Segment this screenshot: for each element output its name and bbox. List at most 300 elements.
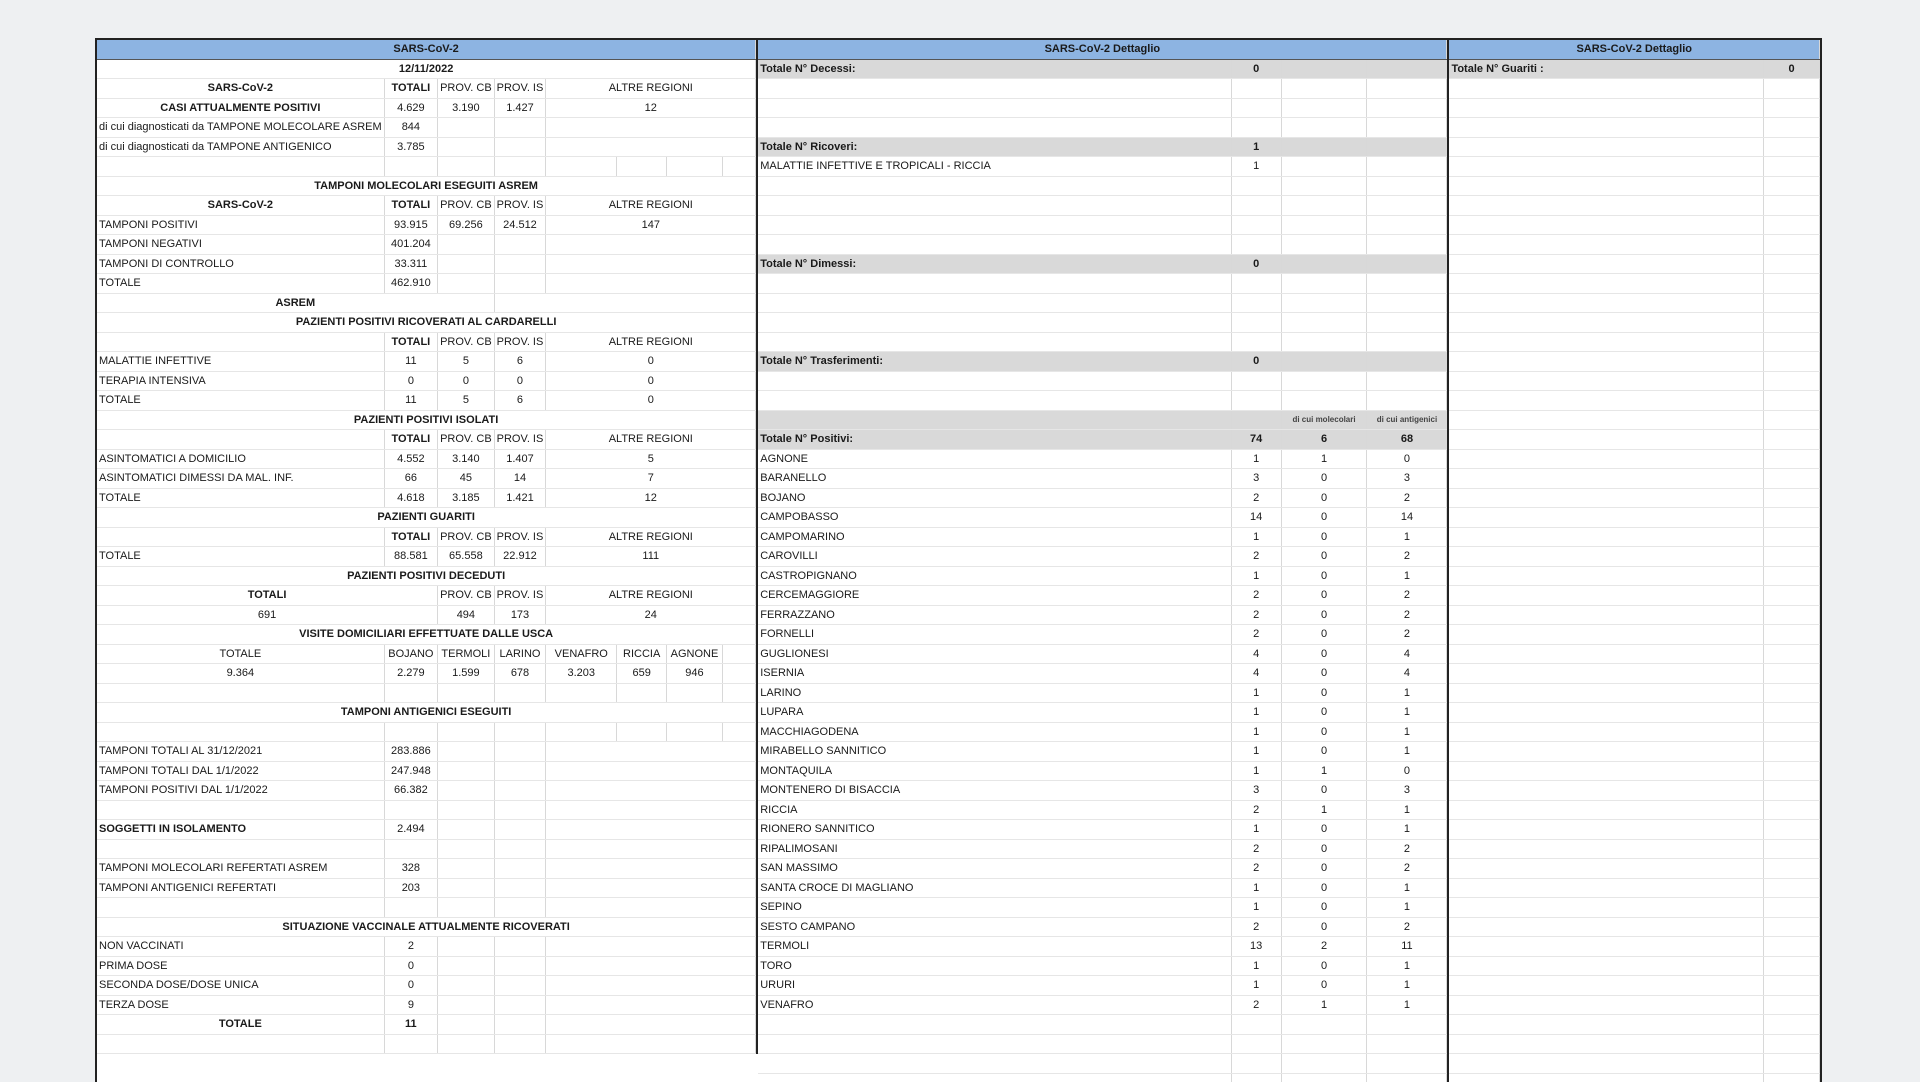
detail-cell-empty [1367,215,1447,235]
recovered-cell-empty [1449,586,1763,606]
summary-cell-empty [494,820,546,840]
detail-row [758,98,1447,118]
recovered-cell-empty [1764,898,1820,918]
detail-cell-empty [758,1054,1231,1074]
recovered-cell-empty [1449,937,1763,957]
summary-cell-66: 66 [384,469,437,489]
recovered-cell-empty [1449,488,1763,508]
summary-cell-203: 203 [384,878,437,898]
recovered-empty-row [1449,1034,1819,1054]
summary-row [97,79,756,99]
summary-cell-33-311: 33.311 [384,254,437,274]
summary-cell-2-494: 2.494 [384,820,437,840]
summary-cell-tamponi-di-controllo: TAMPONI DI CONTROLLO [97,254,384,274]
summary-cell-empty [438,235,495,255]
recovered-empty-row [1449,976,1819,996]
summary-cell-situazione-vaccinale-attualmente-ricoverati: SITUAZIONE VACCINALE ATTUALMENTE RICOVERATI [97,917,756,937]
recovered-header-row [1449,40,1819,59]
recovered-empty-row [1449,254,1819,274]
detail-cell-0: 0 [1281,605,1367,625]
detail-cell-2: 2 [1367,586,1447,606]
summary-cell-empty [546,157,617,177]
summary-cell-soggetti-in-isolamento: SOGGETTI IN ISOLAMENTO [97,820,384,840]
summary-cell-empty [438,683,495,703]
detail-cell-empty [1281,1073,1367,1082]
detail-cell-13: 13 [1231,937,1281,957]
summary-cell-empty [722,664,755,684]
summary-row [97,196,756,216]
detail-row [758,488,1447,508]
summary-cell-bojano: BOJANO [384,644,437,664]
summary-cell-empty [546,722,617,742]
detail-row [758,781,1447,801]
summary-header-row [97,40,756,59]
summary-cell-totali: TOTALI [384,430,437,450]
summary-cell-empty [546,761,756,781]
summary-row [97,800,756,820]
detail-cell-empty [1367,137,1447,157]
recovered-cell-empty [1764,488,1820,508]
detail-cell-baranello: BARANELLO [758,469,1231,489]
detail-cell-empty [758,1015,1231,1035]
detail-row [758,976,1447,996]
detail-cell-0: 0 [1231,254,1281,274]
summary-cell-empty [546,137,756,157]
summary-cell-11: 11 [384,391,437,411]
recovered-cell-empty [1764,215,1820,235]
detail-cell-0: 0 [1281,956,1367,976]
detail-cell-empty [1367,391,1447,411]
detail-cell-empty [758,410,1231,430]
detail-cell-empty [1367,293,1447,313]
detail-cell-empty [1281,176,1367,196]
summary-cell-462-910: 462.910 [384,274,437,294]
recovered-cell-empty [1764,313,1820,333]
summary-cell-empty [438,742,495,762]
detail-cell-empty [1281,352,1367,372]
detail-cell-1: 1 [1367,722,1447,742]
detail-cell-1: 1 [1367,566,1447,586]
recovered-cell-empty [1449,254,1763,274]
recovered-cell-empty [1449,1034,1763,1054]
detail-cell-14: 14 [1231,508,1281,528]
detail-cell-carovilli: CAROVILLI [758,547,1231,567]
detail-cell-empty [1367,176,1447,196]
recovered-empty-row [1449,547,1819,567]
detail-row [758,605,1447,625]
detail-cell-3: 3 [1231,781,1281,801]
detail-cell-guglionesi: GUGLIONESI [758,644,1231,664]
summary-cell-69-256: 69.256 [438,215,495,235]
recovered-cell-empty [1764,800,1820,820]
summary-cell-empty [494,293,756,313]
detail-row [758,508,1447,528]
detail-cell-68: 68 [1367,430,1447,450]
summary-cell-11: 11 [384,352,437,372]
recovered-cell-empty [1764,274,1820,294]
detail-cell-empty [758,274,1231,294]
detail-row [758,254,1447,274]
detail-cell-11: 11 [1367,937,1447,957]
recovered-cell-empty [1449,976,1763,996]
recovered-cell-empty [1449,547,1763,567]
detail-cell-empty [1231,391,1281,411]
detail-cell-2: 2 [1231,800,1281,820]
detail-cell-0: 0 [1281,488,1367,508]
summary-cell-asrem: ASREM [97,293,494,313]
summary-cell-empty [722,644,755,664]
detail-row [758,761,1447,781]
summary-cell-asintomatici-dimessi-da-mal-inf: ASINTOMATICI DIMESSI DA MAL. INF. [97,469,384,489]
detail-cell-fornelli: FORNELLI [758,625,1231,645]
detail-cell-1: 1 [1231,527,1281,547]
summary-cell-empty [546,235,756,255]
summary-row [97,527,756,547]
detail-row [758,59,1447,79]
detail-cell-0: 0 [1281,469,1367,489]
detail-cell-4: 4 [1367,644,1447,664]
recovered-cell-empty [1764,722,1820,742]
summary-cell-147: 147 [546,215,756,235]
recovered-empty-row [1449,98,1819,118]
summary-cell-empty [438,761,495,781]
summary-cell-empty [97,1034,384,1054]
recovered-empty-row [1449,605,1819,625]
recovered-cell-empty [1449,995,1763,1015]
recovered-cell-empty [1449,527,1763,547]
summary-row [97,157,756,177]
detail-cell-sepino: SEPINO [758,898,1231,918]
summary-cell-empty [546,937,756,957]
detail-cell-2: 2 [1231,488,1281,508]
summary-cell-65-558: 65.558 [438,547,495,567]
detail-row [758,625,1447,645]
recovered-cell-empty [1764,683,1820,703]
recovered-empty-row [1449,1073,1819,1082]
summary-cell-1-407: 1.407 [494,449,546,469]
detail-cell-0: 0 [1281,703,1367,723]
detail-row [758,937,1447,957]
summary-cell-empty [494,800,546,820]
detail-cell-ururi: URURI [758,976,1231,996]
recovered-cell-empty [1764,859,1820,879]
recovered-empty-row [1449,332,1819,352]
summary-cell-empty [97,683,384,703]
summary-cell-0: 0 [494,371,546,391]
detail-cell-castropignano: CASTROPIGNANO [758,566,1231,586]
detail-cell-empty [1231,274,1281,294]
recovered-cell-empty [1449,274,1763,294]
detail-cell-di-cui-molecolari: di cui molecolari [1281,410,1367,430]
summary-cell-riccia: RICCIA [617,644,667,664]
detail-cell-empty [758,176,1231,196]
summary-cell-totali: TOTALI [97,586,438,606]
summary-cell-844: 844 [384,118,437,138]
summary-cell-empty [438,839,495,859]
recovered-cell-empty [1449,508,1763,528]
detail-row [758,722,1447,742]
detail-cell-empty [1231,98,1281,118]
detail-row [758,917,1447,937]
recovered-cell-empty [1449,625,1763,645]
detail-cell-0: 0 [1281,742,1367,762]
summary-cell-93-915: 93.915 [384,215,437,235]
recovered-cell-empty [1764,937,1820,957]
detail-row [758,683,1447,703]
summary-cell-empty [97,527,384,547]
detail-cell-empty [1281,371,1367,391]
summary-cell-altre-regioni: ALTRE REGIONI [546,79,756,99]
recovered-empty-row [1449,176,1819,196]
detail-cell-0: 0 [1281,683,1367,703]
detail-cell-lupara: LUPARA [758,703,1231,723]
recovered-empty-row [1449,79,1819,99]
detail-cell-campomarino: CAMPOMARINO [758,527,1231,547]
detail-cell-venafro: VENAFRO [758,995,1231,1015]
detail-cell-isernia: ISERNIA [758,664,1231,684]
recovered-cell-empty [1764,371,1820,391]
summary-cell-empty [546,995,756,1015]
detail-cell-2: 2 [1367,547,1447,567]
summary-row [97,664,756,684]
summary-cell-empty [546,742,756,762]
summary-cell-3-203: 3.203 [546,664,617,684]
summary-row [97,137,756,157]
summary-cell-45: 45 [438,469,495,489]
recovered-row [1449,59,1819,79]
summary-cell-401-204: 401.204 [384,235,437,255]
summary-cell-328: 328 [384,859,437,879]
detail-cell-3: 3 [1231,469,1281,489]
detail-cell-1: 1 [1231,703,1281,723]
summary-row [97,547,756,567]
summary-row [97,859,756,879]
recovered-empty-row [1449,215,1819,235]
summary-row [97,917,756,937]
recovered-empty-row [1449,956,1819,976]
recovered-cell-empty [1764,761,1820,781]
summary-cell-4-618: 4.618 [384,488,437,508]
recovered-empty-row [1449,586,1819,606]
summary-cell-6: 6 [494,352,546,372]
recovered-cell-empty [1764,332,1820,352]
summary-cell-totale: TOTALE [97,644,384,664]
recovered-title: SARS-CoV-2 Dettaglio [1449,40,1819,59]
detail-cell-1: 1 [1281,800,1367,820]
recovered-cell-empty [1449,410,1763,430]
detail-cell-empty [1231,410,1281,430]
detail-row [758,566,1447,586]
recovered-cell-empty [1449,703,1763,723]
detail-cell-1: 1 [1367,800,1447,820]
summary-cell-678: 678 [494,664,546,684]
detail-cell-empty [1367,98,1447,118]
detail-cell-empty [758,196,1231,216]
detail-cell-mirabello-sannitico: MIRABELLO SANNITICO [758,742,1231,762]
detail-cell-0: 0 [1281,820,1367,840]
summary-cell-empty [546,1015,756,1035]
detail-cell-2: 2 [1231,586,1281,606]
detail-cell-2: 2 [1231,625,1281,645]
recovered-empty-row [1449,430,1819,450]
recovered-empty-row [1449,196,1819,216]
summary-row [97,1034,756,1054]
summary-cell-111: 111 [546,547,756,567]
summary-cell-empty [384,1034,437,1054]
summary-row [97,274,756,294]
detail-cell-empty [1231,235,1281,255]
recovered-cell-empty [1764,956,1820,976]
detail-cell-macchiagodena: MACCHIAGODENA [758,722,1231,742]
summary-row [97,391,756,411]
recovered-cell-empty [1764,449,1820,469]
summary-cell-tamponi-positivi-dal-1-1-2022: TAMPONI POSITIVI DAL 1/1/2022 [97,781,384,801]
recovered-cell-empty [1449,722,1763,742]
summary-cell-173: 173 [494,605,546,625]
detail-cell-empty [1231,176,1281,196]
summary-cell-empty [546,898,756,918]
recovered-cell-empty [1764,1034,1820,1054]
detail-cell-san-massimo: SAN MASSIMO [758,859,1231,879]
summary-cell-9-364: 9.364 [97,664,384,684]
detail-title: SARS-CoV-2 Dettaglio [758,40,1447,59]
summary-row [97,625,756,645]
summary-row [97,469,756,489]
detail-cell-empty [1281,293,1367,313]
detail-cell-empty [1367,235,1447,255]
detail-cell-empty [1281,391,1367,411]
summary-cell-empty [494,722,546,742]
summary-cell-247-948: 247.948 [384,761,437,781]
detail-cell-0: 0 [1281,781,1367,801]
detail-cell-1: 1 [1367,995,1447,1015]
summary-row [97,898,756,918]
recovered-cell-empty [1764,508,1820,528]
detail-cell-empty [1281,1015,1367,1035]
summary-cell-prov-is: PROV. IS [494,79,546,99]
detail-row [758,527,1447,547]
summary-cell-empty [546,859,756,879]
summary-cell-12: 12 [546,488,756,508]
detail-row [758,644,1447,664]
summary-cell-empty [617,722,667,742]
detail-cell-empty [1281,196,1367,216]
recovered-empty-row [1449,917,1819,937]
summary-row [97,293,756,313]
summary-row [97,59,756,79]
recovered-cell-empty [1764,293,1820,313]
recovered-table [1449,40,1820,1082]
summary-cell-empty [494,956,546,976]
recovered-empty-row [1449,859,1819,879]
detail-cell-0: 0 [1281,839,1367,859]
summary-cell-tamponi-positivi: TAMPONI POSITIVI [97,215,384,235]
recovered-empty-row [1449,410,1819,430]
summary-cell-tamponi-totali-dal-1-1-2022: TAMPONI TOTALI DAL 1/1/2022 [97,761,384,781]
detail-cell-empty [1367,1034,1447,1054]
summary-cell-tamponi-molecolari-eseguiti-asrem: TAMPONI MOLECOLARI ESEGUITI ASREM [97,176,756,196]
recovered-panel [1449,40,1822,1082]
summary-cell-4-629: 4.629 [384,98,437,118]
summary-cell-altre-regioni: ALTRE REGIONI [546,527,756,547]
summary-cell-1-427: 1.427 [494,98,546,118]
summary-cell-empty [438,157,495,177]
detail-cell-montaquila: MONTAQUILA [758,761,1231,781]
recovered-empty-row [1449,644,1819,664]
summary-row [97,371,756,391]
summary-cell-empty [438,800,495,820]
summary-cell-altre-regioni: ALTRE REGIONI [546,196,756,216]
summary-cell-empty [438,937,495,957]
detail-cell-empty [758,293,1231,313]
detail-cell-empty [1281,118,1367,138]
recovered-cell-empty [1764,118,1820,138]
detail-cell-empty [1231,1034,1281,1054]
detail-cell-totale-n-dimessi: Totale N° Dimessi: [758,254,1231,274]
recovered-empty-row [1449,449,1819,469]
summary-cell-totale: TOTALE [97,488,384,508]
summary-cell-empty [384,898,437,918]
detail-cell-1: 1 [1231,956,1281,976]
summary-cell-empty [494,742,546,762]
summary-cell-691: 691 [97,605,438,625]
recovered-empty-row [1449,878,1819,898]
recovered-cell-empty [1764,98,1820,118]
detail-cell-0: 0 [1281,527,1367,547]
summary-cell-empty [438,1015,495,1035]
summary-cell-empty [438,274,495,294]
detail-cell-0: 0 [1281,917,1367,937]
summary-cell-venafro: VENAFRO [546,644,617,664]
summary-row [97,605,756,625]
detail-cell-0: 0 [1281,878,1367,898]
summary-cell-empty [722,683,755,703]
summary-cell-empty [494,761,546,781]
summary-cell-empty [384,157,437,177]
recovered-empty-row [1449,937,1819,957]
summary-cell-prov-cb: PROV. CB [438,79,495,99]
detail-cell-1: 1 [1231,820,1281,840]
recovered-empty-row [1449,469,1819,489]
recovered-cell-empty [1764,430,1820,450]
detail-cell-1: 1 [1231,566,1281,586]
detail-row [758,742,1447,762]
recovered-empty-row [1449,137,1819,157]
detail-cell-0: 0 [1367,449,1447,469]
recovered-empty-row [1449,703,1819,723]
summary-row [97,683,756,703]
detail-row [758,176,1447,196]
summary-cell-prima-dose: PRIMA DOSE [97,956,384,976]
detail-cell-empty [1281,79,1367,99]
summary-cell-totali: TOTALI [384,527,437,547]
recovered-empty-row [1449,742,1819,762]
summary-cell-88-581: 88.581 [384,547,437,567]
summary-cell-empty [438,254,495,274]
summary-cell-empty [494,254,546,274]
detail-row [758,1073,1447,1082]
recovered-cell-empty [1764,79,1820,99]
summary-cell-3-185: 3.185 [438,488,495,508]
summary-cell-empty [546,1034,756,1054]
detail-cell-empty [1281,254,1367,274]
summary-row [97,235,756,255]
recovered-cell-empty [1764,625,1820,645]
detail-cell-empty [1231,215,1281,235]
summary-cell-0: 0 [546,371,756,391]
recovered-cell-empty [1449,820,1763,840]
detail-cell-0: 0 [1281,722,1367,742]
